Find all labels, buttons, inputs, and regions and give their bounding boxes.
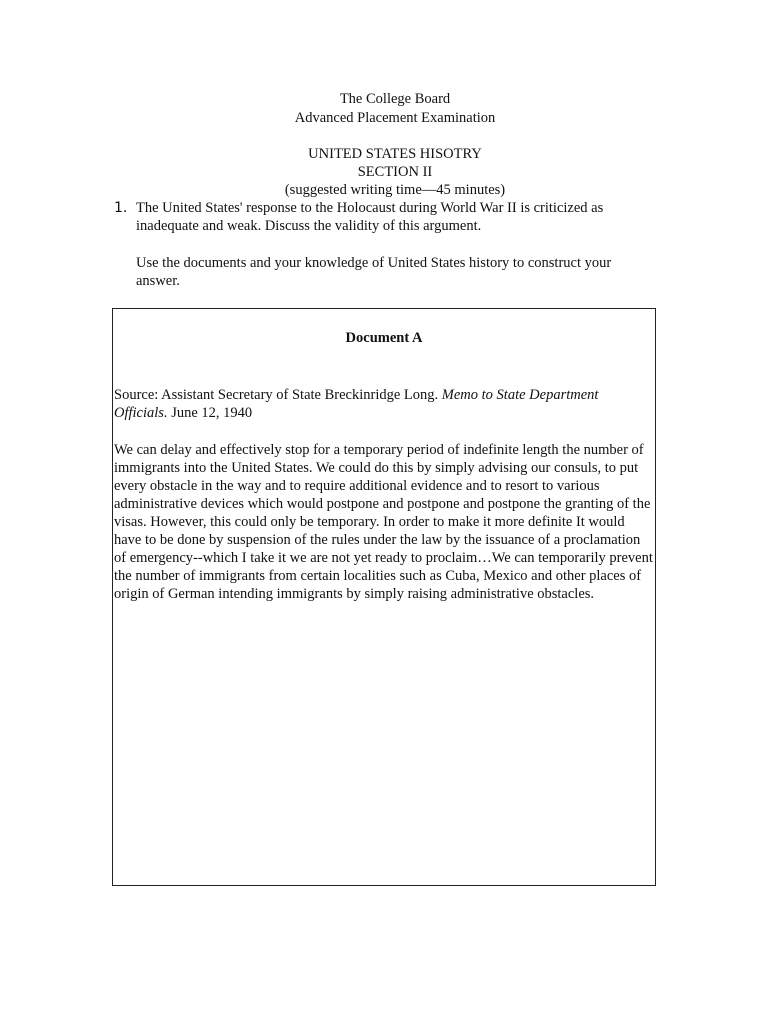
header-exam-title: Advanced Placement Examination <box>294 110 496 126</box>
document-source <box>114 386 654 422</box>
header-subject: UNITED STATES HISOTRY <box>308 146 482 162</box>
document-source-prefix: Source: Assistant Secretary of State Breckinridge Long. <box>114 387 442 403</box>
question-instruction: Use the documents and your knowledge of United States history to construct your answer. <box>136 255 612 289</box>
document-title: Document A <box>345 330 423 346</box>
question-prompt: The United States' response to the Holocaust during World War II is criticized as inadequate and weak. Discuss the validity of this argument. <box>136 200 604 234</box>
header-writing-time: (suggested writing time—45 minutes) <box>284 182 506 198</box>
document-body: We can delay and effectively stop for a temporary period of indefinite length the number of immigrants into the United States. We could do this by simply advising our consuls, to put every obstacle in the way and to require additional evidence and to resort to various administrative devices which would postpone and postpone and postpone the granting of the visas. However, this could only be temporary. In order to make it more definite It would have to be done by suspension of the rules under the law by the issuance of a proclamation of emergency--which I take it we are not yet ready to proclaim…We can temporarily prevent the number of immigrants from certain localities such as Cuba, Mexico and other places of origin of German intending immigrants by simply raising administrative obstacles. <box>114 442 653 602</box>
document-source-title: Memo to State Department Officials. <box>114 387 599 421</box>
document-source-date: June 12, 1940 <box>167 405 253 421</box>
header-college-board: The College Board <box>339 91 451 107</box>
header-section: SECTION II <box>357 164 433 180</box>
document-box <box>112 308 656 886</box>
question-number: 1. <box>114 200 128 216</box>
